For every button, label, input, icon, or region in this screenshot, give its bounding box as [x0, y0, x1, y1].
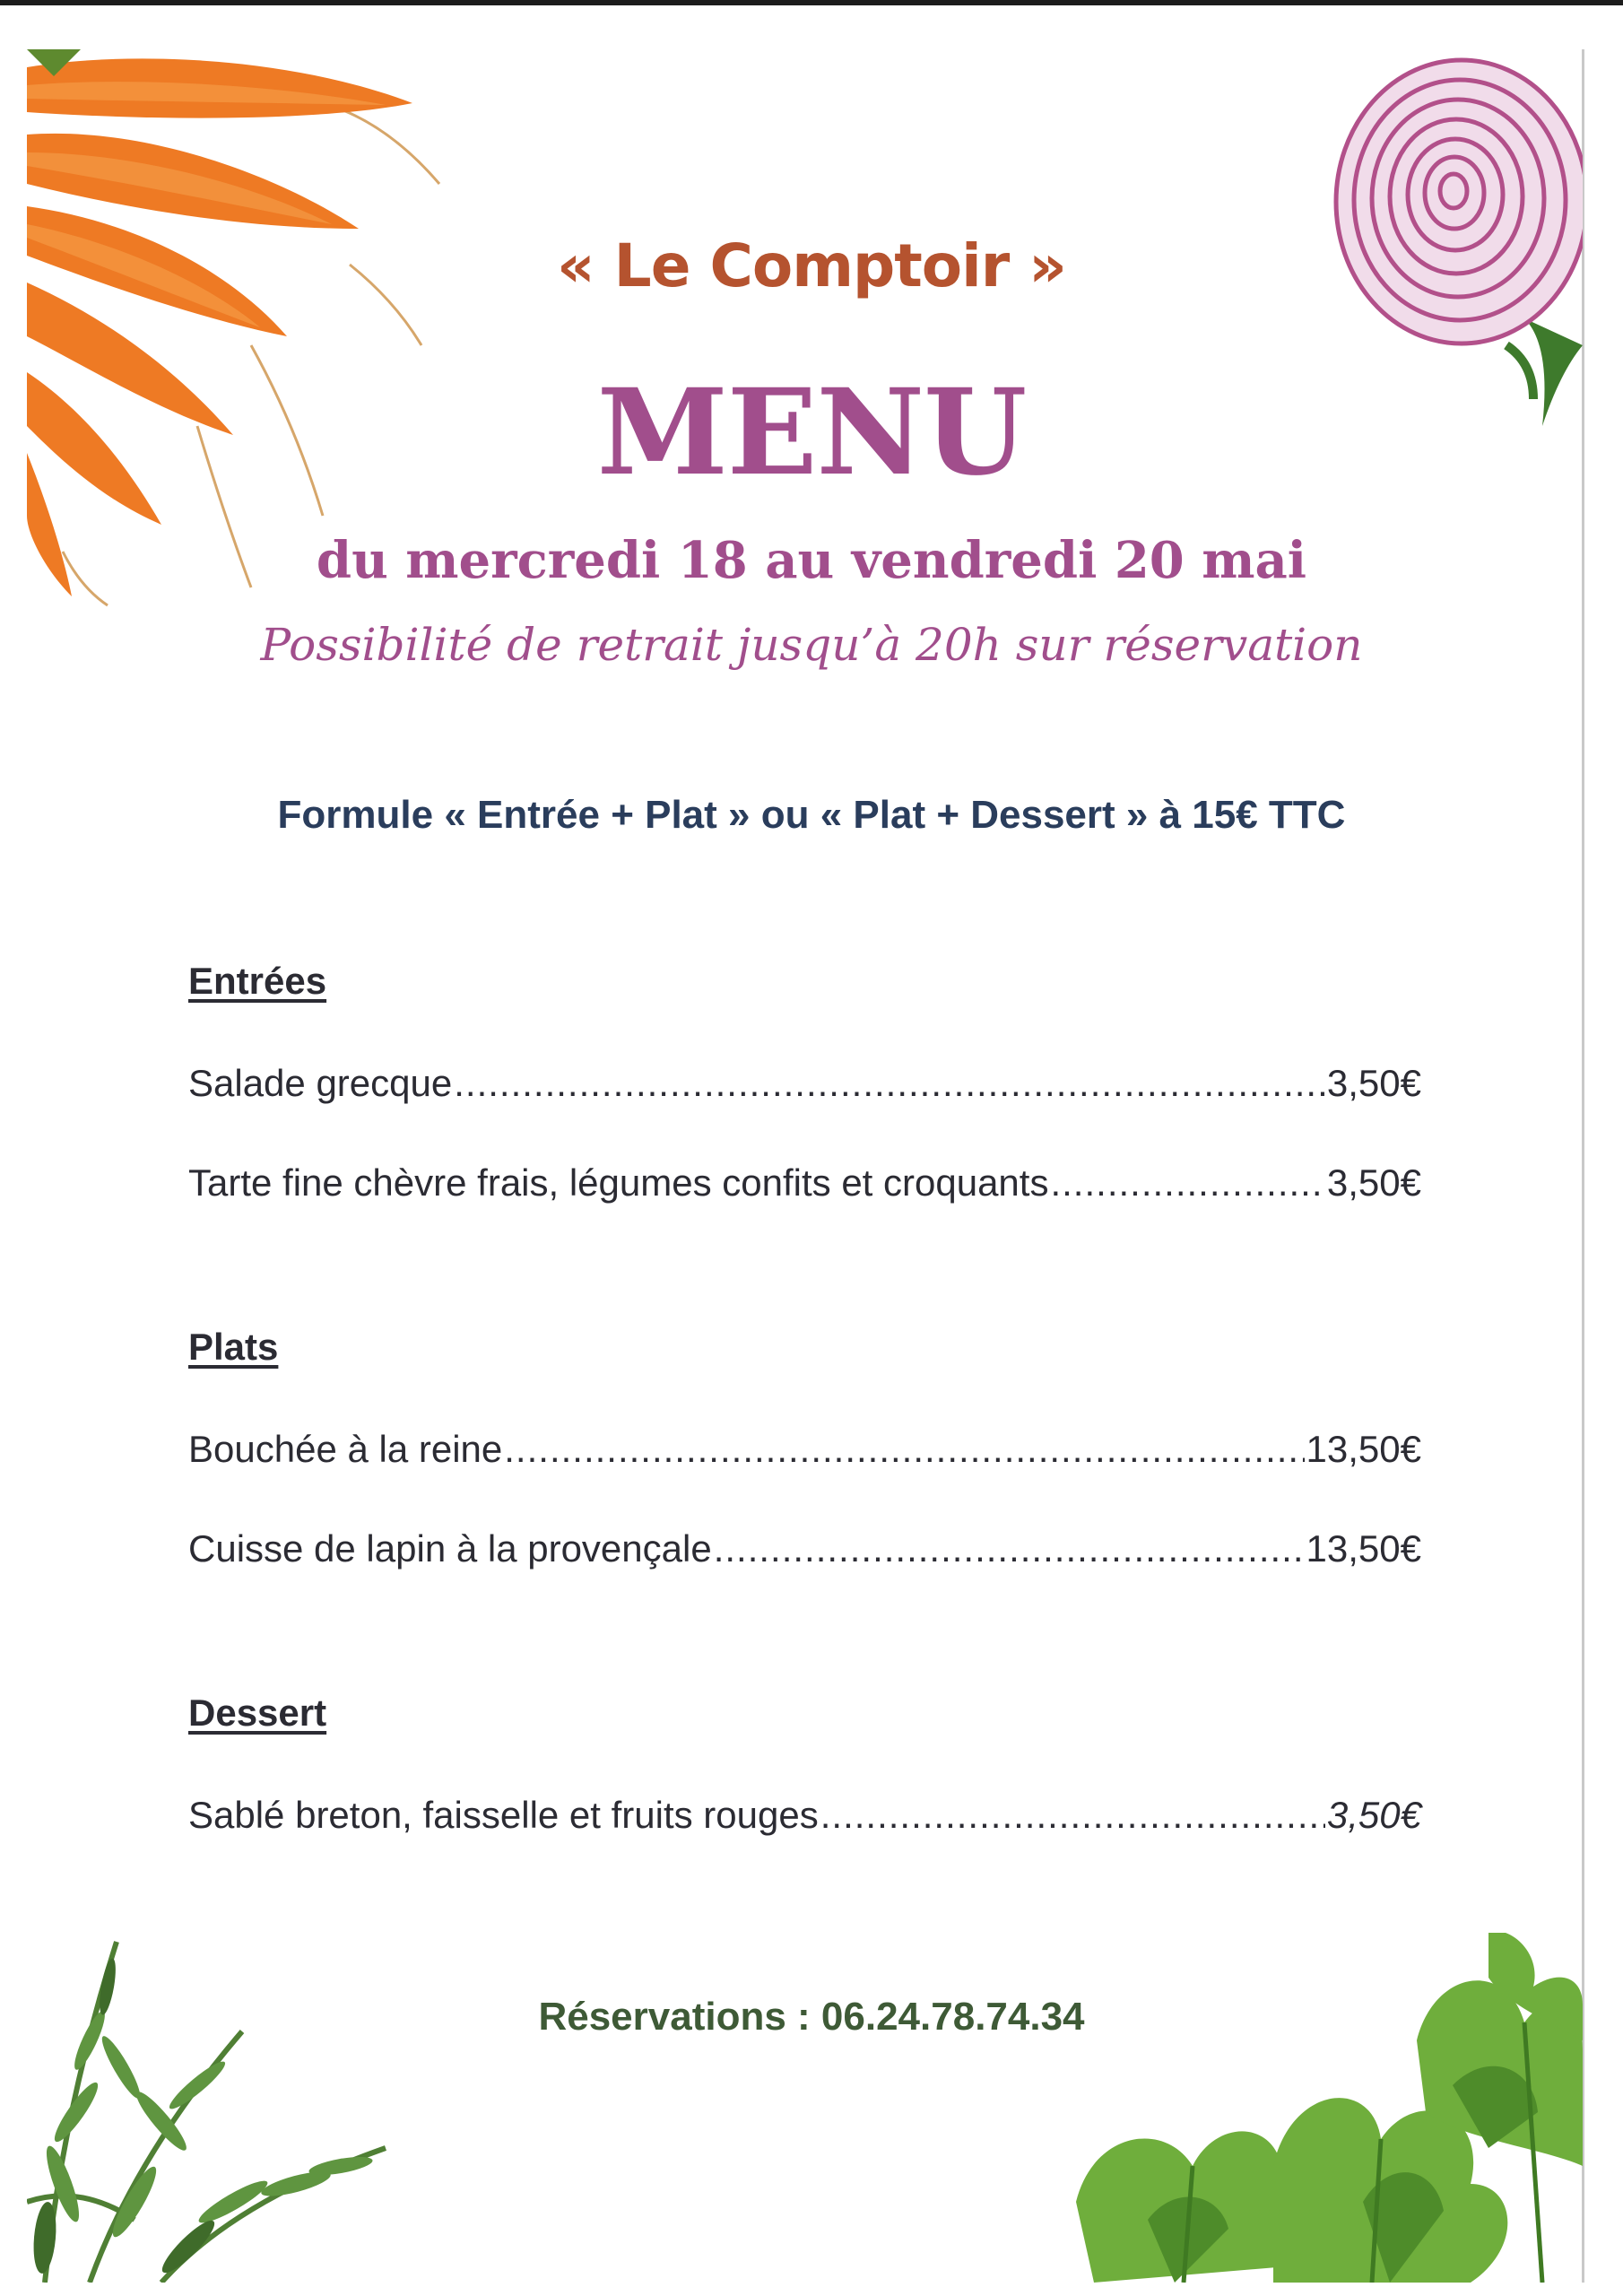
item-name: Salade grecque [188, 1062, 453, 1104]
formula-offer: Formule « Entrée + Plat » ou « Plat + Dessert » à 15€ TTC [277, 793, 1346, 837]
dot-leader [820, 1794, 1325, 1837]
item-price: 3,50€ [1326, 1062, 1421, 1104]
pickup-note: Possibilité de retrait jusqu’à 20h sur réservation [260, 619, 1363, 671]
item-name: Cuisse de lapin à la provençale [188, 1527, 712, 1570]
restaurant-name: « Le Comptoir » [557, 231, 1066, 300]
menu-item [188, 1527, 1421, 1570]
section-title-entrees: Entrées [188, 960, 327, 1002]
herbs-image [27, 1933, 404, 2283]
item-price: 13,50€ [1306, 1527, 1421, 1570]
menu-item [188, 1161, 1421, 1205]
reservation-phone: Réservations : 06.24.78.74.34 [538, 1995, 1085, 2039]
menu-dates: du mercredi 18 au vendredi 20 mai [316, 531, 1307, 590]
scan-top-edge [0, 0, 1623, 5]
menu-item [188, 1062, 1421, 1105]
item-price: 13,50€ [1306, 1428, 1421, 1470]
dot-leader [1050, 1161, 1324, 1205]
parsley-image [1040, 1933, 1583, 2283]
dot-leader [454, 1062, 1325, 1105]
item-name: Sablé breton, faisselle et fruits rouges [188, 1794, 819, 1836]
item-price: 3,50€ [1326, 1161, 1421, 1204]
dot-leader [504, 1428, 1304, 1471]
item-name: Bouchée à la reine [188, 1428, 503, 1470]
menu-item [188, 1428, 1421, 1471]
carrots-image [27, 49, 448, 614]
menu-title: MENU [596, 363, 1027, 502]
section-title-plats: Plats [188, 1326, 279, 1368]
menu-item [188, 1794, 1421, 1837]
section-title-dessert: Dessert [188, 1692, 327, 1734]
item-price: 3,50€ [1326, 1794, 1421, 1836]
dot-leader [714, 1527, 1305, 1570]
item-name: Tarte fine chèvre frais, légumes confits et croquants [188, 1161, 1049, 1204]
